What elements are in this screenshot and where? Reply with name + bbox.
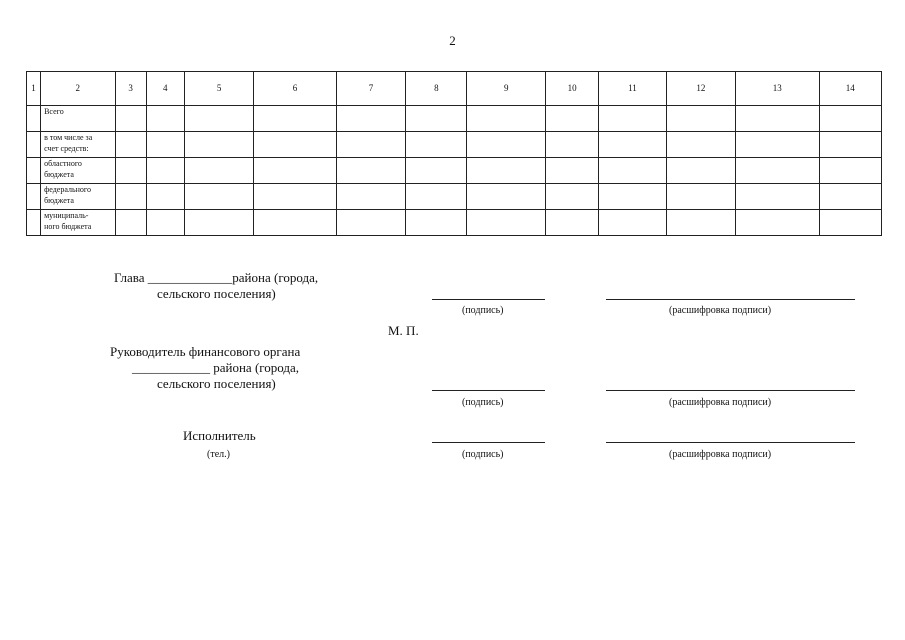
table-cell[interactable] [736,132,819,158]
row-label-line: муниципаль- [44,211,89,220]
table-cell[interactable] [819,210,882,236]
row-label-line: областного [44,159,82,168]
table-cell[interactable] [467,184,545,210]
table-cell[interactable] [819,158,882,184]
table-cell[interactable] [545,210,598,236]
finance-district-line: ____________ района (города, [132,360,300,375]
row-label [41,210,115,236]
column-header: 5 [184,72,253,106]
signature-caption: (подпись) [462,397,504,408]
column-header: 13 [736,72,819,106]
row-label [41,184,115,210]
signature-line[interactable] [432,442,545,443]
column-header: 10 [545,72,598,106]
decoding-caption: (расшифровка подписи) [669,305,772,316]
table-cell[interactable] [406,210,467,236]
row-label-line: ного бюджета [44,222,92,231]
column-header: 14 [819,72,882,106]
row-label [41,132,115,158]
table-cell[interactable] [819,106,882,132]
row-label-line: Всего [44,107,64,116]
table-cell[interactable] [819,184,882,210]
table-cell[interactable] [146,106,184,132]
table-cell[interactable] [406,106,467,132]
row-label-line: федерального [44,185,91,194]
table-cell[interactable] [27,210,41,236]
table-cell[interactable] [115,210,146,236]
table-row [27,158,882,184]
table-cell[interactable] [336,158,405,184]
signature-caption: (подпись) [462,305,504,316]
table-cell[interactable] [184,106,253,132]
table-cell[interactable] [666,158,735,184]
executor-label: Исполнитель [183,428,256,443]
head-subtitle-line: сельского поселения) [157,286,276,301]
table-cell[interactable] [599,210,666,236]
decoding-line[interactable] [606,299,855,300]
table-cell[interactable] [545,106,598,132]
table-cell[interactable] [467,106,545,132]
table-cell[interactable] [467,210,545,236]
column-header: 4 [146,72,184,106]
table-cell[interactable] [184,210,253,236]
table-cell[interactable] [115,158,146,184]
table-cell[interactable] [666,132,735,158]
table-cell[interactable] [146,158,184,184]
table-header-row [27,72,882,106]
table-cell[interactable] [184,158,253,184]
table-cell[interactable] [599,132,666,158]
table-row [27,106,882,132]
table-cell[interactable] [146,132,184,158]
column-header: 8 [406,72,467,106]
table-cell[interactable] [406,158,467,184]
signature-caption: (подпись) [462,449,504,460]
table-cell[interactable] [254,210,336,236]
signature-line[interactable] [432,299,545,300]
table-cell[interactable] [27,184,41,210]
table-cell[interactable] [736,106,819,132]
head-title-line: Глава _____________района (города, [114,270,319,285]
row-label-line: счет средств: [44,144,89,153]
table-cell[interactable] [27,132,41,158]
table-cell[interactable] [254,132,336,158]
row-label-line: бюджета [44,196,74,205]
table-row [27,184,882,210]
table-cell[interactable] [254,158,336,184]
row-label-line: в том числе за [44,133,93,142]
table-cell[interactable] [184,184,253,210]
column-header: 2 [41,72,115,106]
table-row [27,210,882,236]
decoding-caption: (расшифровка подписи) [669,397,772,408]
table-cell[interactable] [254,106,336,132]
column-header: 12 [666,72,735,106]
decoding-caption: (расшифровка подписи) [669,449,772,460]
table-cell[interactable] [736,184,819,210]
table-cell[interactable] [115,132,146,158]
table-cell[interactable] [599,158,666,184]
table-cell[interactable] [27,106,41,132]
table-cell[interactable] [467,158,545,184]
table-cell[interactable] [336,210,405,236]
table-cell[interactable] [666,210,735,236]
table-cell[interactable] [27,158,41,184]
table-cell[interactable] [336,184,405,210]
table-cell[interactable] [736,210,819,236]
table-cell[interactable] [819,132,882,158]
table-cell[interactable] [545,184,598,210]
column-header: 11 [599,72,666,106]
phone-label: (тел.) [207,449,230,460]
table-body [27,106,882,236]
table-cell[interactable] [467,132,545,158]
finance-title-line: Руководитель финансового органа [110,344,301,359]
table-cell[interactable] [115,184,146,210]
column-header: 6 [254,72,336,106]
table-cell[interactable] [406,184,467,210]
budget-table [26,71,882,236]
table-cell[interactable] [545,158,598,184]
table-cell[interactable] [545,132,598,158]
decoding-line[interactable] [606,390,855,391]
column-header: 9 [467,72,545,106]
signature-line[interactable] [432,390,545,391]
column-header: 1 [27,72,41,106]
table-cell[interactable] [599,184,666,210]
column-header: 3 [115,72,146,106]
decoding-line[interactable] [606,442,855,443]
table-cell[interactable] [184,132,253,158]
page-number: 2 [449,33,456,48]
row-label-line: бюджета [44,170,74,179]
table-cell[interactable] [146,184,184,210]
row-label [41,106,115,132]
table-cell[interactable] [115,106,146,132]
table-cell[interactable] [666,184,735,210]
table-cell[interactable] [599,106,666,132]
table-cell[interactable] [336,132,405,158]
column-header: 7 [336,72,405,106]
table-cell[interactable] [146,210,184,236]
table-cell[interactable] [336,106,405,132]
table-cell[interactable] [666,106,735,132]
seal-place-label: М. П. [388,323,419,338]
finance-settlement-line: сельского поселения) [157,376,276,391]
table-cell[interactable] [254,184,336,210]
row-label [41,158,115,184]
table-cell[interactable] [406,132,467,158]
table-row [27,132,882,158]
table-cell[interactable] [736,158,819,184]
